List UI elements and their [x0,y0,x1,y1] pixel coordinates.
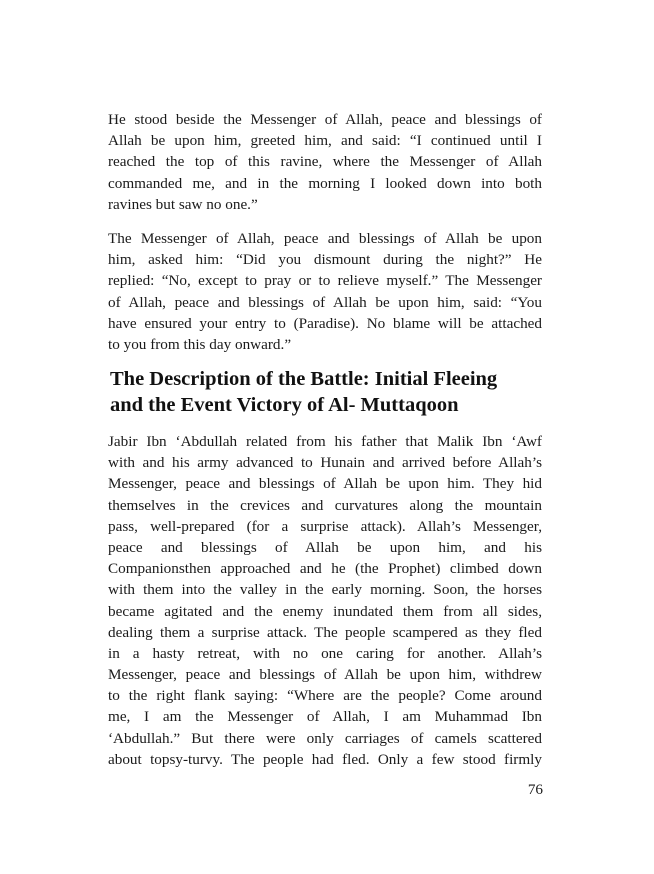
text-line: him, asked him: “Did you dismount during the night?” He [108,251,542,269]
page-number: 76 [527,781,543,798]
text-line: themselves in the crevices and curvatures along the mountain [108,496,542,514]
text-line: with them into the valley in the early morning. Soon, the horses [108,581,542,599]
paragraph-3 [108,431,542,770]
text-line: Companionsthen approached and he (the Prophet) climbed down [108,560,542,578]
section-heading [110,366,550,418]
text-line: commanded me, and in the morning I looked down into both [108,174,542,192]
heading-line: The Description of the Battle: Initial Fleeing [110,368,498,390]
text-line: of Allah, peace and blessings of Allah be upon him, said: “You [108,293,542,311]
text-line: The Messenger of Allah, peace and blessings of Allah be upon [108,230,542,247]
text-line: Jabir Ibn ‘Abdullah related from his father that Malik Ibn ‘Awf [108,433,542,450]
text-line: Allah be upon him, greeted him, and said: “I continued until I [108,132,542,150]
text-line: dealing them a surprise attack. The people scampered as they fled [108,623,542,641]
text-line: have ensured your entry to (Paradise). No blame will be attached [108,314,542,332]
text-line: peace and blessings of Allah be upon him, and his [108,538,542,556]
heading-line: and the Event Victory of Al- Muttaqoon [110,394,459,416]
text-line: replied: “No, except to pray or to relieve myself.” The Messenger [108,272,542,290]
paragraph-1 [108,109,542,215]
text-line: in a hasty retreat, with no one caring for another. Allah’s [108,644,542,662]
text-line: about topsy-turvy. The people had fled. Only a few stood firmly [108,750,542,768]
text-line: Messenger, peace and blessings of Allah be upon him. They hid [108,475,542,493]
text-line: to you from this day onward.” [108,335,292,353]
text-line: ravines but saw no one.” [108,195,258,213]
text-line: became agitated and the enemy inundated them from all sides, [108,602,542,620]
text-line: to the right flank saying: “Where are the people? Come around [108,687,542,705]
paragraph-2 [108,228,542,355]
text-line: Messenger, peace and blessings of Allah be upon him, withdrew [108,666,542,684]
text-line: pass, well-prepared (for a surprise attack). Allah’s Messenger, [108,517,542,535]
text-line: me, I am the Messenger of Allah, I am Muhammad Ibn [108,708,542,726]
text-line: ‘Abdullah.” But there were only carriages of camels scattered [108,729,542,747]
text-line: with and his army advanced to Hunain and arrived before Allah’s [108,454,542,472]
text-line: He stood beside the Messenger of Allah, peace and blessings of [108,111,542,128]
text-line: reached the top of this ravine, where the Messenger of Allah [108,153,542,171]
